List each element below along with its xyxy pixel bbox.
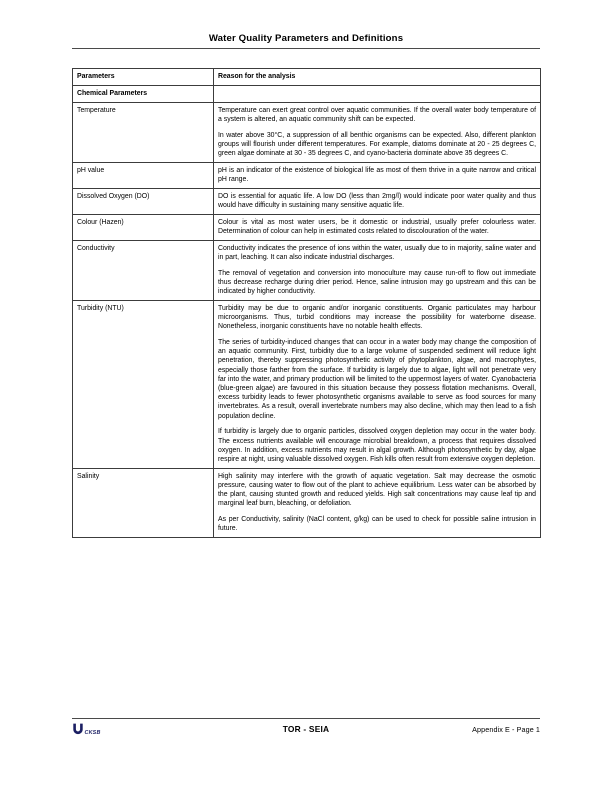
reason-paragraph: Conductivity indicates the presence of ions within the water, usually due to in majority, saline water and in part, leaching. It can also indicate industrial discharges. — [218, 244, 536, 261]
cksb-logo-label: CKSB — [84, 729, 101, 736]
table-header-row — [73, 69, 541, 86]
reason-paragraph: In water above 30°C, a suppression of all benthic organisms can be expected. Also, different plankton groups will flourish under different temperatures. For example, diatoms dominate at 20 - 25 degrees C, green algae dominate at 30 - 35 degrees C, and cyano-bacteria dominate above 35 degrees C. — [218, 131, 536, 158]
table-row — [73, 102, 541, 162]
footer-document-ref: TOR - SEIA — [282, 724, 330, 734]
parameter-name: pH value — [73, 162, 214, 188]
reason-paragraph: As per Conductivity, salinity (NaCl content, g/kg) can be used to check for possible saline intrusion in future. — [218, 516, 536, 533]
column-header-parameters: Parameters — [73, 69, 214, 86]
parameter-reason — [214, 240, 541, 300]
table-row — [73, 300, 541, 468]
table-row — [73, 468, 541, 537]
reason-paragraph: Colour is vital as most water users, be it domestic or industrial, usually prefer colourless water. Determination of colour can help in estimated costs related to discolouration of the water. — [218, 218, 536, 236]
table-section-row-chemical-parameters — [73, 85, 541, 102]
table-row — [73, 188, 541, 214]
reason-paragraph: If turbidity is largely due to organic particles, dissolved oxygen depletion may occur in the water body. The excess nutrients available will encourage microbial breakdown, a process that requires dissolved oxygen. In addition, excess nutrients may result in algal growth. Although photosynthetic by day, algae respire at night, using valuable dissolved oxygen. Fish kills often result from extensive oxygen depletion. — [218, 428, 536, 463]
parameter-name: Temperature — [73, 102, 214, 162]
parameter-reason — [214, 214, 541, 240]
parameter-reason — [214, 188, 541, 214]
parameter-reason — [214, 162, 541, 188]
reason-paragraph: High salinity may interfere with the growth of aquatic vegetation. Salt may decrease the osmotic pressure, causing water to flow out of the plant to achieve equilibrium. Less water can be absorbed by the plant, causing stunted growth and reduced yields. High salt concentrations may cause leaf tip and marginal leaf burn, bleaching, or defoliation. — [218, 472, 536, 508]
reason-paragraph: The series of turbidity-induced changes that can occur in a water body may change the composition of an aquatic community. First, turbidity due to a large volume of suspended sediment will reduce light penetration, thereby suppressing photosynthetic activity of phytoplankton, algae, and macrophytes, especially those farther from the surface. If turbidity is largely due to algae, light will not penetrate very far into the water, and primary production will be limited to the uppermost layers of water. Cyanobacteria (blue-green algae) are favoured in this situation because they possess flotation mechanisms. Overall, excess turbidity leads to fewer photosynthetic organisms available to serve as food sources for many invertebrates. As a result, overall invertebrate numbers may also decline, which may then lead to a fish population decline. — [218, 339, 536, 420]
reason-paragraph: pH is an indicator of the existence of biological life as most of them thrive in a quite narrow and critical pH range. — [218, 166, 536, 184]
footer-page-number: Appendix E - Page 1 — [472, 725, 540, 734]
table-row — [73, 214, 541, 240]
document-footer — [72, 718, 540, 750]
table-row — [73, 240, 541, 300]
parameter-name: Turbidity (NTU) — [73, 300, 214, 468]
parameter-name: Colour (Hazen) — [73, 214, 214, 240]
section-heading-label: Chemical Parameters — [73, 85, 214, 102]
parameter-reason — [214, 468, 541, 537]
parameter-reason — [214, 300, 541, 468]
document-header — [72, 33, 540, 49]
column-header-reason: Reason for the analysis — [214, 69, 541, 86]
water-quality-table — [72, 68, 541, 538]
reason-paragraph: Turbidity may be due to organic and/or inorganic constituents. Organic particulates may harbour microorganisms. Thus, turbid conditions may increase the possibility for waterborne disease. Nonetheless, inorganic constituents have no notable health effects. — [218, 304, 536, 331]
table-row — [73, 162, 541, 188]
reason-paragraph: Temperature can exert great control over aquatic communities. If the overall water body temperature of a system is altered, an aquatic community shift can be expected. — [218, 106, 536, 123]
parameter-name: Conductivity — [73, 240, 214, 300]
parameter-name: Dissolved Oxygen (DO) — [73, 188, 214, 214]
reason-paragraph: DO is essential for aquatic life. A low DO (less than 2mg/l) would indicate poor water quality and thus would have difficulty in sustaining many sensitive aquatic life. — [218, 192, 536, 210]
page-title: Water Quality Parameters and Definitions — [208, 33, 404, 44]
section-heading-empty-cell — [214, 85, 541, 102]
parameter-reason — [214, 102, 541, 162]
parameter-name: Salinity — [73, 468, 214, 537]
table-body — [73, 69, 541, 538]
reason-paragraph: The removal of vegetation and conversion into monoculture may cause run-off to flow out immediate thus decrease recharge during drier period. Hence, saline intrusion may go upstream and this can be indicated by higher conductivity. — [218, 269, 536, 296]
water-quality-table-container — [72, 68, 540, 538]
